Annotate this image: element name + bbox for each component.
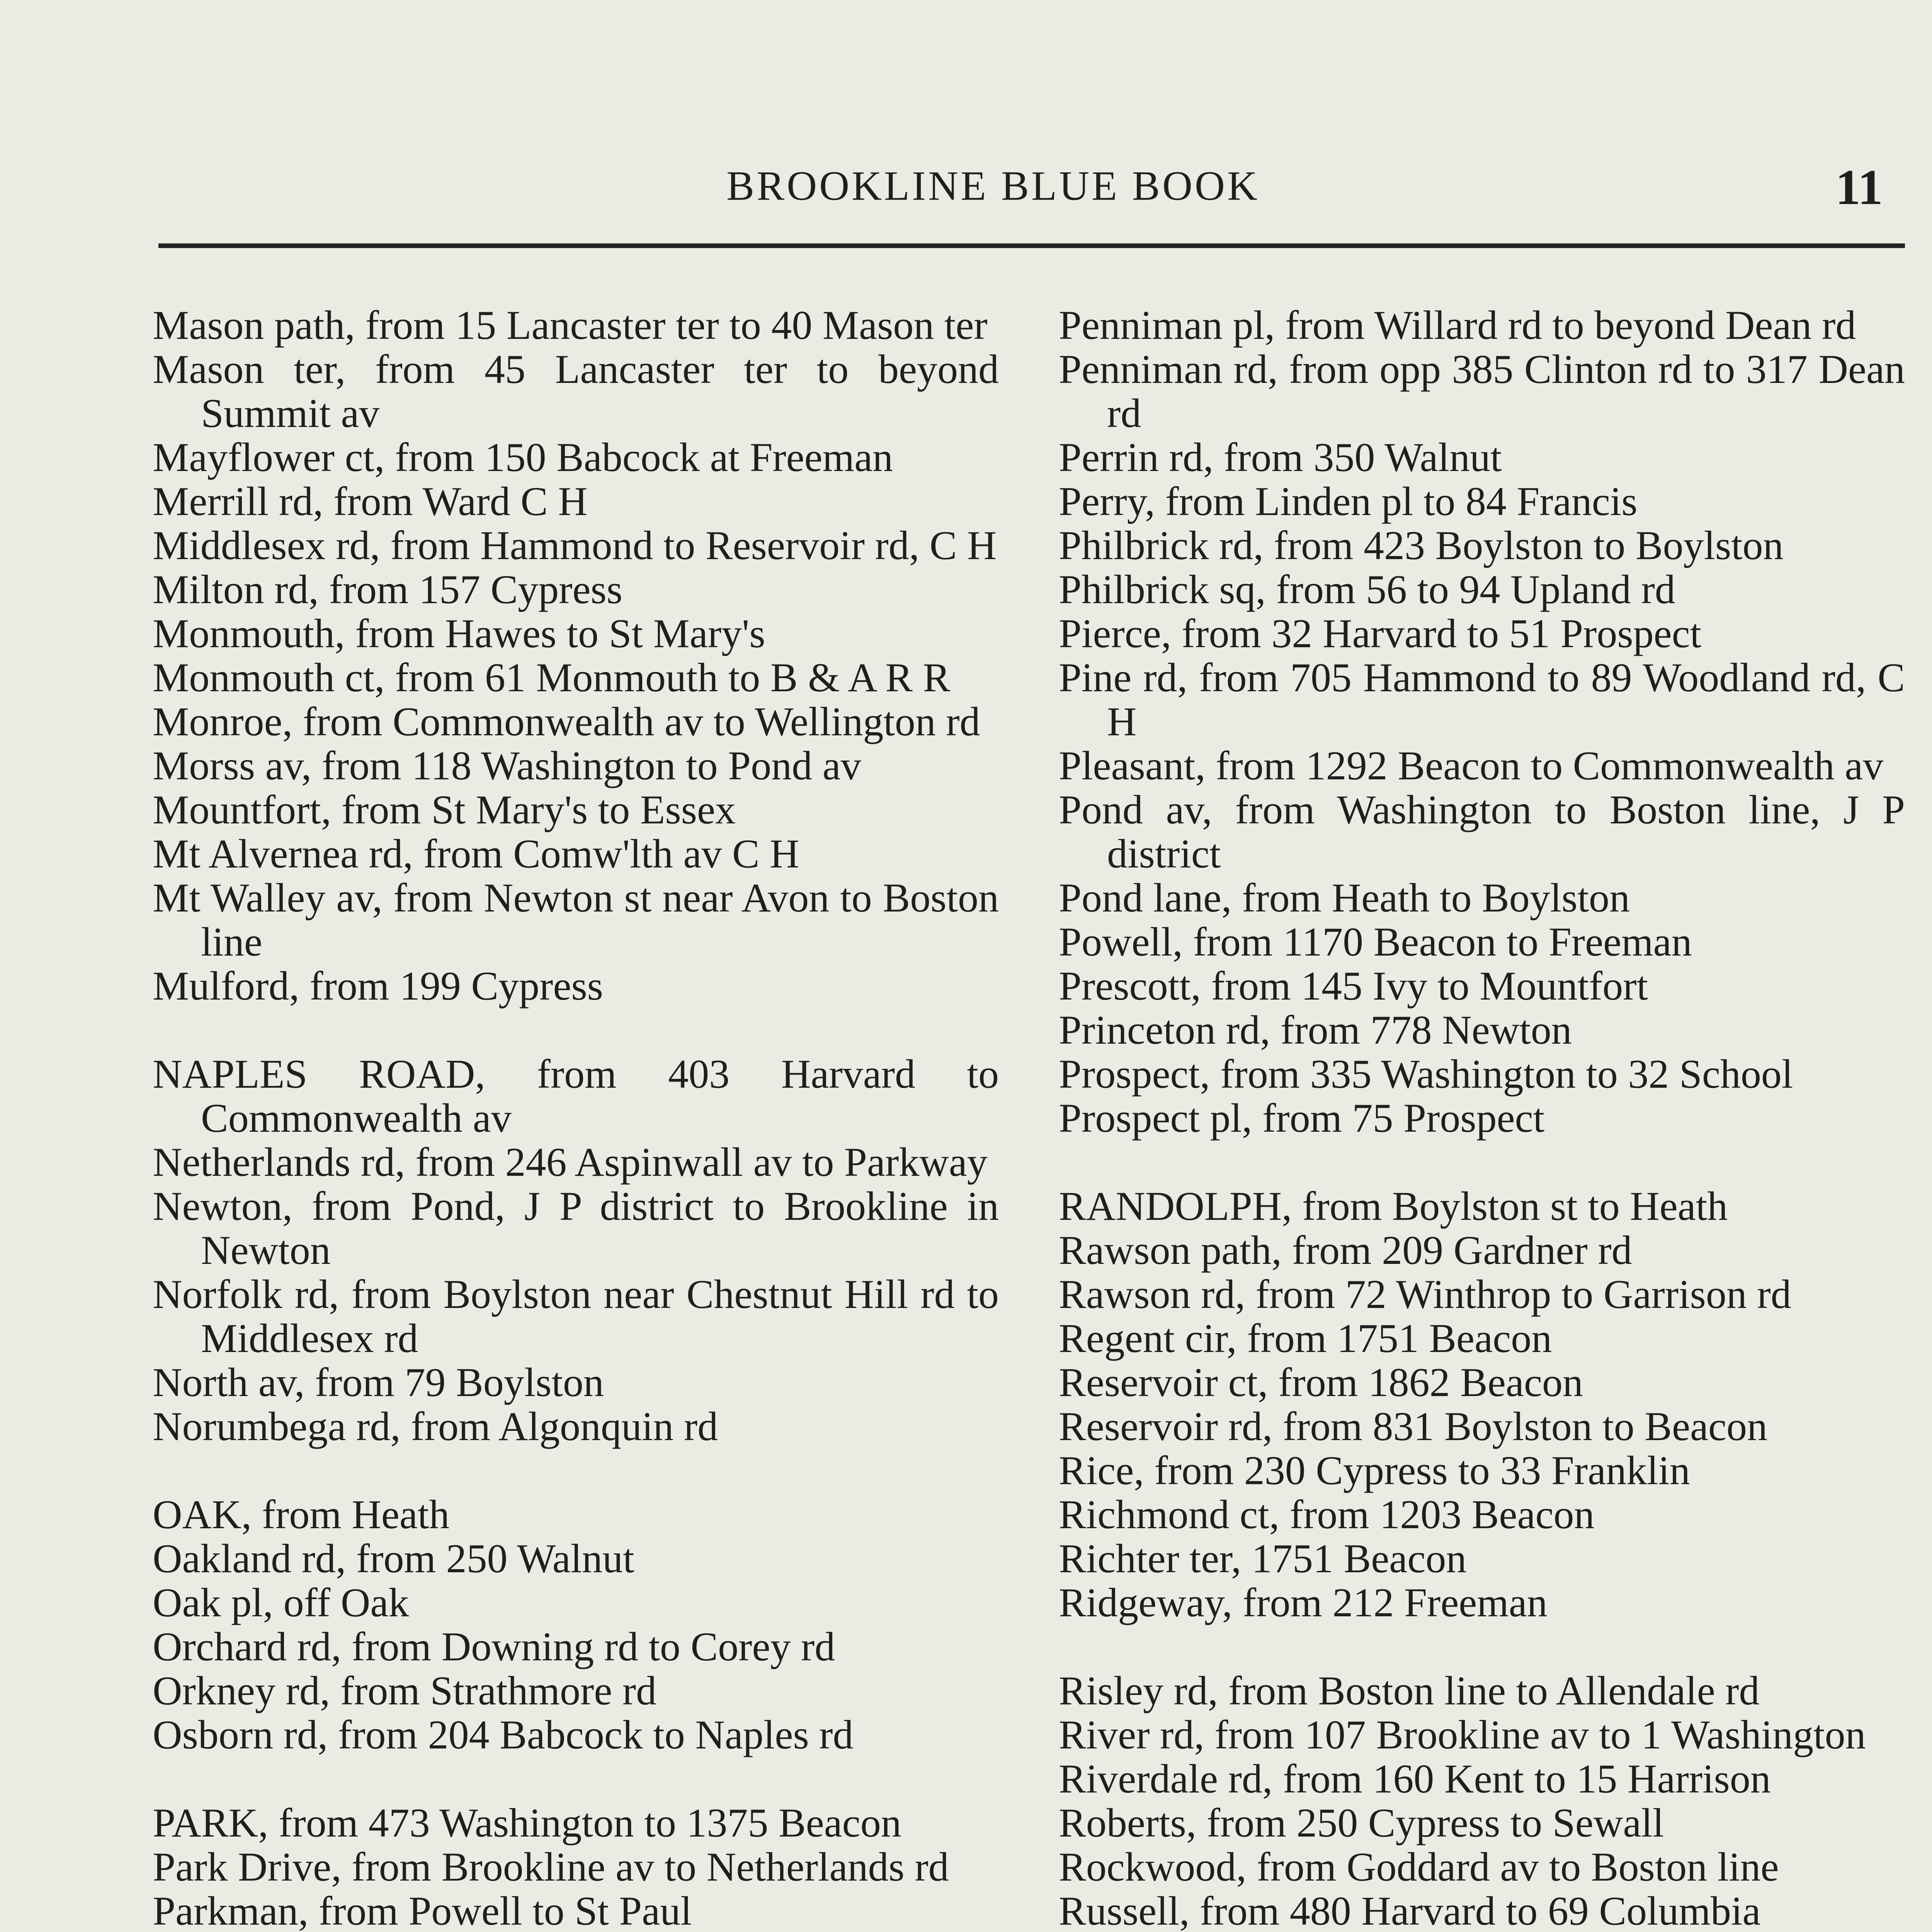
section-gap (1059, 1625, 1905, 1669)
street-entry: Orchard rd, from Downing rd to Corey rd (153, 1624, 835, 1669)
street-entry: Oakland rd, from 250 Walnut (153, 1536, 634, 1581)
street-entry: Orkney rd, from Strathmore rd (153, 1668, 657, 1713)
street-entry: Richmond ct, from 1203 Beacon (1059, 1492, 1595, 1537)
street-entry: Netherlands rd, from 246 Aspinwall av to Parkway (153, 1139, 988, 1185)
street-entry: Reservoir ct, from 1862 Beacon (1059, 1360, 1583, 1405)
street-entry: Mason path, from 15 Lancaster ter to 40 Mason ter (153, 303, 988, 348)
street-entry: Mt Alvernea rd, from Comw'lth av C H (153, 831, 799, 876)
street-entry: Philbrick rd, from 423 Boylston to Boylston (1059, 523, 1784, 568)
street-entry: Perry, from Linden pl to 84 Francis (1059, 479, 1638, 524)
street-entry: Prescott, from 145 Ivy to Mountfort (1059, 963, 1648, 1009)
street-entry: Morss av, from 118 Washington to Pond av (153, 743, 861, 788)
street-entry: NAPLES ROAD, from 403 Harvard to Commonwealth av (153, 1051, 999, 1141)
street-entry: Middlesex rd, from Hammond to Reservoir rd, C H (153, 523, 997, 568)
street-entry: Regent cir, from 1751 Beacon (1059, 1316, 1552, 1361)
street-entry: Pond av, from Washington to Boston line, J P district (1059, 787, 1905, 876)
street-list-right-column (1059, 303, 1905, 1932)
street-entry: Park Drive, from Brookline av to Netherlands rd (153, 1844, 949, 1889)
street-entry: OAK, from Heath (153, 1492, 450, 1537)
street-entry: Perrin rd, from 350 Walnut (1059, 435, 1502, 480)
street-entry: Princeton rd, from 778 Newton (1059, 1007, 1572, 1053)
street-entry: Mt Walley av, from Newton st near Avon to Boston line (153, 875, 999, 964)
section-gap (153, 1757, 999, 1801)
street-entry: Roberts, from 250 Cypress to Sewall (1059, 1800, 1664, 1845)
street-entry: Oak pl, off Oak (153, 1580, 409, 1625)
street-entry: Penniman rd, from opp 385 Clinton rd to 317 Dean rd (1059, 347, 1905, 436)
street-entry: Monmouth, from Hawes to St Mary's (153, 611, 765, 656)
street-entry: Reservoir rd, from 831 Boylston to Beacon (1059, 1404, 1768, 1449)
page-header-title: BROOKLINE BLUE BOOK (726, 163, 1260, 209)
street-entry: Rockwood, from Goddard av to Boston line (1059, 1844, 1779, 1889)
street-entry: Richter ter, 1751 Beacon (1059, 1536, 1467, 1581)
section-gap (153, 1008, 999, 1052)
street-entry: Russell, from 480 Harvard to 69 Columbia (1059, 1888, 1761, 1932)
street-entry: Monmouth ct, from 61 Monmouth to B & A R R (153, 655, 951, 700)
street-entry: Merrill rd, from Ward C H (153, 479, 588, 524)
header-divider (158, 243, 1905, 248)
street-entry: Pierce, from 32 Harvard to 51 Prospect (1059, 611, 1702, 656)
street-entry: Mountfort, from St Mary's to Essex (153, 787, 736, 832)
street-entry: Prospect, from 335 Washington to 32 School (1059, 1051, 1793, 1097)
street-entry: Rawson rd, from 72 Winthrop to Garrison rd (1059, 1272, 1791, 1317)
street-entry: Prospect pl, from 75 Prospect (1059, 1095, 1545, 1141)
street-entry: Pleasant, from 1292 Beacon to Commonwealth av (1059, 743, 1884, 788)
street-entry: Newton, from Pond, J P district to Brookline in Newton (153, 1184, 999, 1273)
street-entry: Parkman, from Powell to St Paul (153, 1888, 692, 1932)
street-entry: Monroe, from Commonwealth av to Wellington rd (153, 699, 980, 744)
street-entry: North av, from 79 Boylston (153, 1360, 604, 1405)
street-entry: Penniman pl, from Willard rd to beyond Dean rd (1059, 303, 1856, 348)
street-entry: PARK, from 473 Washington to 1375 Beacon (153, 1800, 901, 1845)
street-entry: Powell, from 1170 Beacon to Freeman (1059, 919, 1692, 964)
street-entry: Norfolk rd, from Boylston near Chestnut Hill rd to Middlesex rd (153, 1272, 999, 1361)
street-entry: Pine rd, from 705 Hammond to 89 Woodland rd, C H (1059, 655, 1905, 744)
street-entry: Rawson path, from 209 Gardner rd (1059, 1228, 1632, 1273)
street-entry: Mayflower ct, from 150 Babcock at Freeman (153, 435, 893, 480)
section-gap (1059, 1140, 1905, 1184)
page-number: 11 (1835, 160, 1883, 215)
street-entry: Norumbega rd, from Algonquin rd (153, 1404, 718, 1449)
street-entry: RANDOLPH, from Boylston st to Heath (1059, 1184, 1728, 1229)
street-entry: Philbrick sq, from 56 to 94 Upland rd (1059, 567, 1675, 612)
street-list-left-column (153, 303, 999, 1932)
section-gap (153, 1449, 999, 1493)
street-entry: Osborn rd, from 204 Babcock to Naples rd (153, 1712, 854, 1757)
street-entry: River rd, from 107 Brookline av to 1 Washington (1059, 1712, 1866, 1757)
street-entry: Mulford, from 199 Cypress (153, 963, 603, 1009)
street-entry: Mason ter, from 45 Lancaster ter to beyond Summit av (153, 347, 999, 436)
street-entry: Ridgeway, from 212 Freeman (1059, 1580, 1548, 1625)
street-entry: Riverdale rd, from 160 Kent to 15 Harrison (1059, 1756, 1771, 1801)
street-entry: Risley rd, from Boston line to Allendale rd (1059, 1668, 1760, 1713)
street-entry: Pond lane, from Heath to Boylston (1059, 875, 1630, 920)
street-entry: Rice, from 230 Cypress to 33 Franklin (1059, 1448, 1690, 1493)
street-entry: Milton rd, from 157 Cypress (153, 567, 622, 612)
